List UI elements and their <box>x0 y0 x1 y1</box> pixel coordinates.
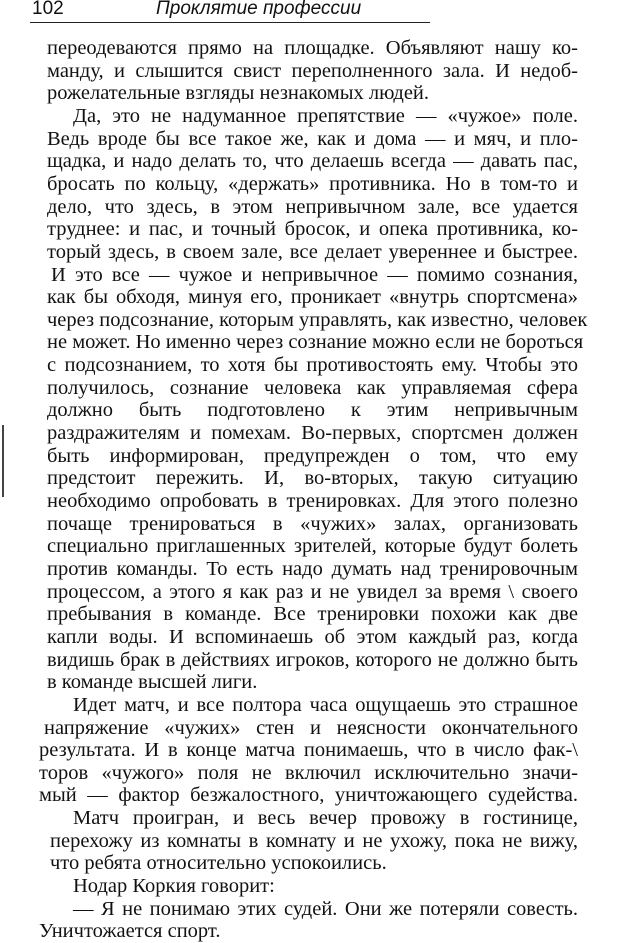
text-line: почаще тренироваться в «чужих» залах, организовать <box>47 512 578 535</box>
text-line: не может. Но именно через сознание можно если не бороться <box>47 331 584 354</box>
running-title: Проклятие профессии <box>156 0 362 19</box>
text-line: Идет матч, и все полтора часа ощущаешь это страшное <box>73 693 578 716</box>
text-line: должно быть подготовлено к этим непривычным <box>47 399 578 422</box>
text-line: капли воды. И вспоминаешь об этом каждый раз, когда <box>47 625 578 648</box>
text-line: Да, это не надуманное препятствие — «чужое» поле. <box>73 104 578 127</box>
text-line: торый здесь, в своем зале, все делает увереннее и быстрее. <box>47 240 578 263</box>
text-line: пребывания в команде. Все тренировки похожи как две <box>47 603 578 626</box>
text-line: Матч проигран, и весь вечер провожу в гостинице, <box>73 807 578 830</box>
page-header <box>30 0 430 24</box>
text-line: Нодар Коркия говорит: <box>73 875 275 898</box>
text-line: И это все — чужое и непривычное — помимо сознания, <box>51 263 578 286</box>
text-line: как бы обходя, минуя его, проникает «внутрь спортсмена» <box>47 286 578 309</box>
text-line: раздражителям и помехам. Во-первых, спортсмен должен <box>47 422 578 445</box>
text-line: мый — фактор безжалостного, уничтожающего судейства. <box>39 784 578 807</box>
margin-mark <box>2 425 4 497</box>
text-line: предстоит пережить. И, во-вторых, такую ситуацию <box>47 467 578 490</box>
text-line: получилось, сознание человека как управляемая сфера <box>47 376 578 399</box>
text-line: специально приглашенных зрителей, которые будут болеть <box>47 535 578 558</box>
text-line: необходимо опробовать в тренировках. Для этого полезно <box>47 490 578 512</box>
text-line: быть информирован, предупрежден о том, что ему <box>47 444 578 467</box>
text-line: в команде высшей лиги. <box>47 671 258 694</box>
text-line: дело, что здесь, в этом непривычном зале, все удается <box>47 195 578 218</box>
text-line: труднее: и пас, и точный бросок, и опека противника, ко- <box>47 218 578 241</box>
text-line: что ребята относительно успокоились. <box>50 852 387 875</box>
page-number: 102 <box>32 0 64 19</box>
text-line: с подсознанием, то хотя бы противостоять ему. Чтобы это <box>47 354 578 377</box>
text-line: манду, и слышится свист переполненного зала. И недоб- <box>47 59 578 82</box>
text-line: перехожу из комнаты в комнату и не ухожу, пока не вижу, <box>50 829 578 852</box>
text-line: видишь брак в действиях игроков, которого не должно быть <box>47 648 578 671</box>
text-line: против команды. То есть надо думать над тренировочным <box>47 557 578 580</box>
text-line: через подсознание, которым управлять, как известно, человек <box>47 308 588 331</box>
header-rule <box>30 22 430 23</box>
text-line: бросать по кольцу, «держать» противника. Но в том-то и <box>47 172 578 195</box>
text-line: процессом, а этого я как раз и не увидел за время \ своего <box>47 580 578 603</box>
text-line: напряжение «чужих» стен и неясности окончательного <box>44 716 578 739</box>
text-line: — Я не понимаю этих судей. Они же потеряли совесть. <box>73 897 578 920</box>
text-line: щадка, и надо делать то, что делаешь всегда — давать пас, <box>47 150 578 173</box>
text-line: рожелательные взгляды незнакомых людей. <box>47 82 430 105</box>
text-line: переодеваются прямо на площадке. Объявляют нашу ко- <box>47 37 578 59</box>
text-line: результата. И в конце матча понимаешь, что в число фак-\ <box>39 739 578 762</box>
text-line: Ведь вроде бы все такое же, как и дома — и мяч, и пло- <box>47 127 578 150</box>
text-line: Уничтожается спорт. <box>39 920 221 943</box>
text-line: торов «чужого» поля не включил исключительно значи- <box>39 761 578 784</box>
